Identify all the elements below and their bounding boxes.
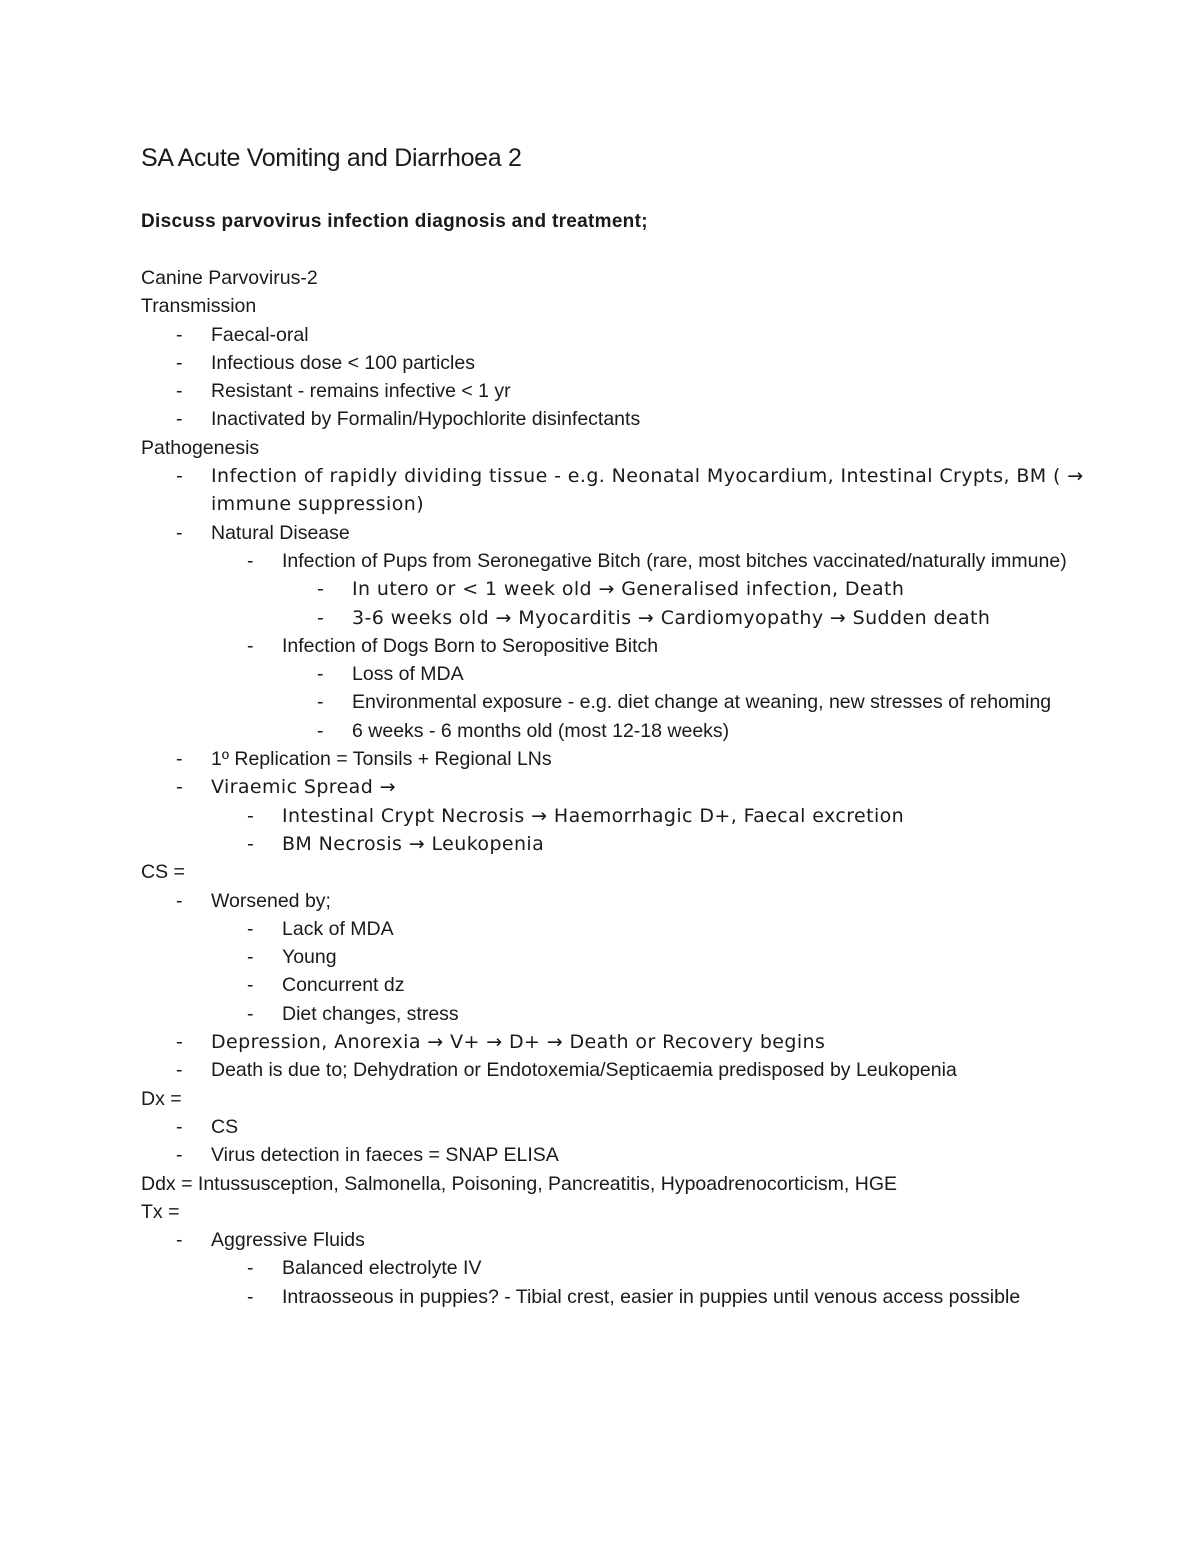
bullet-dash: - (176, 521, 183, 544)
bullet-dash: - (176, 323, 183, 346)
line-text: Concurrent dz (282, 974, 405, 997)
bullet-item (141, 717, 1101, 745)
line-text: Depression, Anorexia → V+ → D+ → Death or Recovery begins (211, 1031, 826, 1054)
line-text: Natural Disease (211, 521, 350, 544)
bullet-item (141, 632, 1101, 660)
bullet-dash: - (176, 889, 183, 912)
bullet-item (141, 377, 1101, 405)
line-text: Infection of Dogs Born to Seropositive Bitch (282, 634, 659, 657)
bullet-dash: - (176, 748, 183, 771)
line-text: 6 weeks - 6 months old (most 12-18 weeks) (352, 719, 730, 742)
line-text: Viraemic Spread → (211, 776, 396, 799)
bullet-item (141, 405, 1101, 433)
line-text: Faecal-oral (211, 323, 309, 346)
line-text: 1º Replication = Tonsils + Regional LNs (211, 748, 552, 771)
bullet-item (141, 604, 1101, 632)
bullet-dash: - (247, 1002, 254, 1025)
bullet-dash: - (317, 578, 325, 601)
bullet-dash: - (176, 351, 183, 374)
bullet-item (141, 802, 1101, 830)
bullet-item (141, 575, 1101, 603)
bullet-dash: - (247, 946, 254, 969)
section-heading (141, 1170, 1101, 1198)
bullet-item (141, 1028, 1101, 1056)
bullet-dash: - (247, 1285, 254, 1308)
bullet-item (141, 1283, 1101, 1311)
bullet-dash: - (176, 776, 184, 799)
line-text: BM Necrosis → Leukopenia (282, 832, 545, 855)
notes-list (141, 264, 1101, 1311)
bullet-dash: - (176, 1144, 183, 1167)
line-text: Ddx = Intussusception, Salmonella, Poisoning, Pancreatitis, Hypoadrenocorticism, HGE (141, 1172, 897, 1195)
bullet-item (141, 1226, 1101, 1254)
bullet-item (141, 971, 1101, 999)
line-text: CS (211, 1115, 239, 1138)
bullet-dash: - (247, 1257, 254, 1280)
bullet-item (141, 1056, 1101, 1084)
document-page (141, 140, 1101, 1311)
section-heading (141, 434, 1101, 462)
bullet-dash: - (176, 408, 183, 431)
bullet-item (141, 1113, 1101, 1141)
line-text: Resistant - remains infective < 1 yr (211, 380, 511, 403)
bullet-item (141, 745, 1101, 773)
bullet-dash: - (176, 1229, 183, 1252)
bullet-item (141, 830, 1101, 858)
bullet-dash: - (176, 1031, 184, 1054)
line-text: Worsened by; (211, 889, 331, 912)
bullet-dash: - (176, 380, 183, 403)
document-title: SA Acute Vomiting and Diarrhoea 2 (141, 144, 522, 172)
question-heading: Discuss parvovirus infection diagnosis and treatment; (141, 211, 648, 232)
bullet-dash: - (176, 1115, 183, 1138)
line-text: In utero or < 1 week old → Generalised infection, Death (352, 578, 905, 601)
section-heading (141, 858, 1101, 886)
line-text: Canine Parvovirus-2 (141, 267, 318, 289)
section-heading (141, 292, 1101, 320)
section-heading (141, 264, 1101, 292)
line-text: Pathogenesis (141, 436, 260, 459)
line-text: Virus detection in faeces = SNAP ELISA (211, 1144, 559, 1167)
bullet-dash: - (247, 634, 254, 657)
line-text: Intraosseous in puppies? - Tibial crest, easier in puppies until venous access possible (282, 1285, 1021, 1308)
line-text: Intestinal Crypt Necrosis → Haemorrhagic D+, Faecal excretion (282, 804, 905, 827)
bullet-dash: - (247, 804, 255, 827)
line-text: Loss of MDA (352, 663, 464, 686)
bullet-item (141, 349, 1101, 377)
line-text: Aggressive Fluids (211, 1229, 365, 1252)
line-text: Young (282, 946, 337, 969)
bullet-item (141, 519, 1101, 547)
line-text: Balanced electrolyte IV (282, 1257, 482, 1280)
bullet-item (141, 1141, 1101, 1169)
bullet-item (141, 547, 1101, 575)
bullet-dash: - (176, 465, 184, 488)
bullet-item (141, 915, 1101, 943)
bullet-item (141, 660, 1101, 688)
bullet-dash: - (317, 719, 324, 742)
bullet-dash: - (247, 974, 254, 997)
bullet-item (141, 943, 1101, 971)
bullet-item (141, 321, 1101, 349)
line-text: Transmission (141, 295, 257, 318)
section-heading (141, 1198, 1101, 1226)
line-text: Infectious dose < 100 particles (211, 351, 475, 374)
line-text: Death is due to; Dehydration or Endotoxemia/Septicaemia predisposed by Leukopenia (211, 1059, 957, 1082)
bullet-dash: - (247, 917, 254, 940)
bullet-item (141, 1254, 1101, 1282)
line-text: Diet changes, stress (282, 1002, 459, 1025)
section-heading (141, 1085, 1101, 1113)
bullet-dash: - (247, 549, 254, 572)
line-text: Environmental exposure - e.g. diet change at weaning, new stresses of rehoming (352, 691, 1052, 714)
line-text: Dx = (141, 1087, 182, 1110)
bullet-dash: - (247, 832, 255, 855)
bullet-item (141, 462, 1101, 519)
line-text: 3-6 weeks old → Myocarditis → Cardiomyopathy → Sudden death (352, 606, 991, 629)
bullet-item (141, 688, 1101, 716)
bullet-dash: - (317, 606, 325, 629)
bullet-item (141, 887, 1101, 915)
line-text: CS = (141, 861, 185, 884)
bullet-dash: - (317, 663, 324, 686)
line-text: Lack of MDA (282, 917, 394, 940)
bullet-dash: - (317, 691, 324, 714)
line-text: Tx = (141, 1200, 180, 1223)
line-text: Infection of rapidly dividing tissue - e.g. Neonatal Myocardium, Intestinal Crypts, BM ( → immune suppression) (211, 465, 1084, 516)
line-text: Infection of Pups from Seronegative Bitch (rare, most bitches vaccinated/naturally immune) (282, 549, 1067, 572)
line-text: Inactivated by Formalin/Hypochlorite disinfectants (211, 408, 641, 431)
bullet-item (141, 1000, 1101, 1028)
bullet-item (141, 773, 1101, 801)
bullet-dash: - (176, 1059, 183, 1082)
